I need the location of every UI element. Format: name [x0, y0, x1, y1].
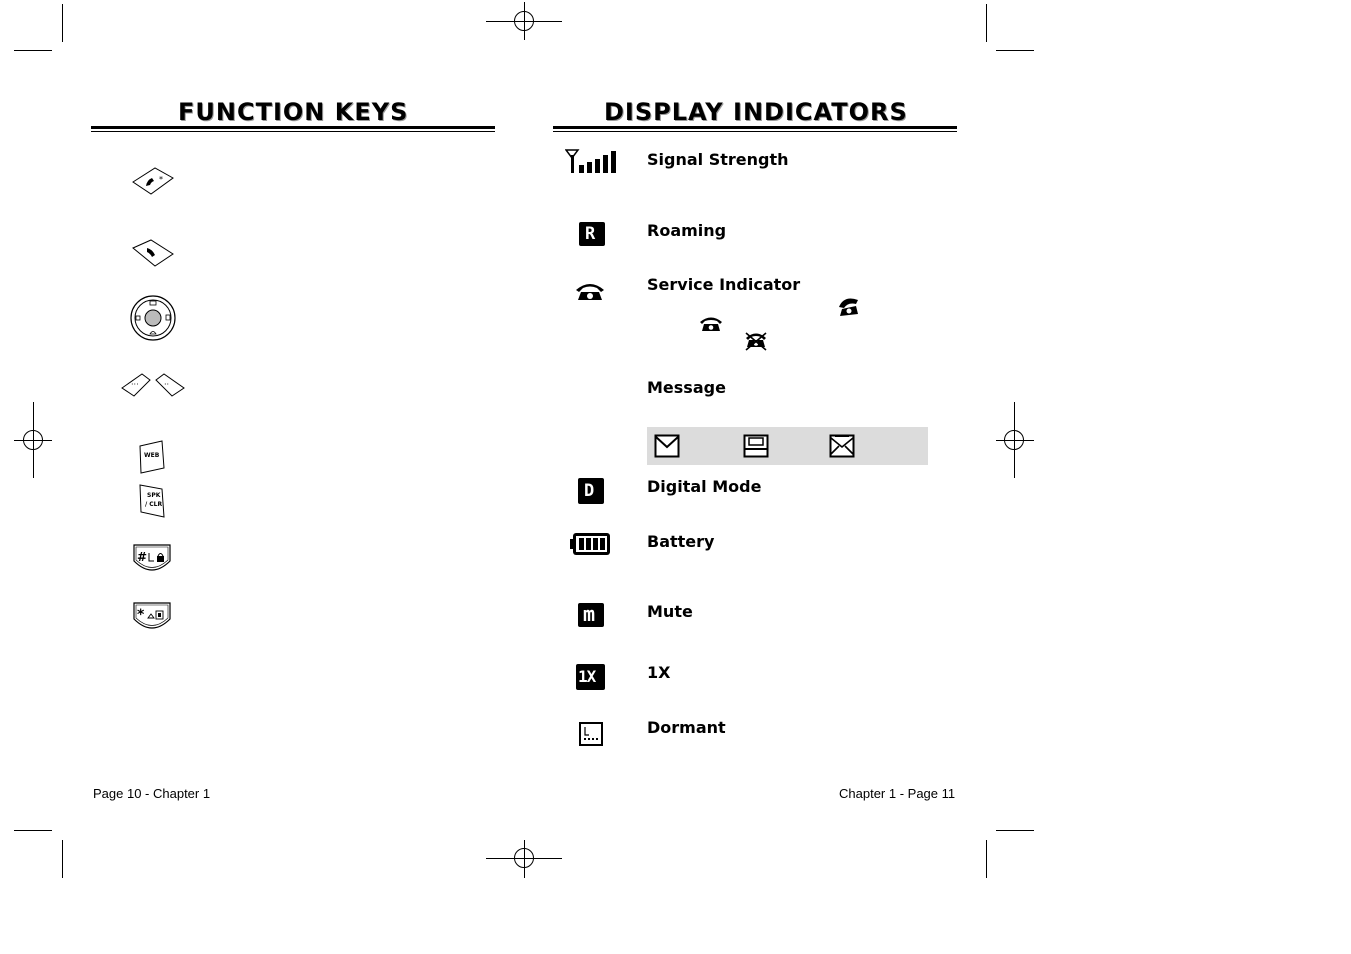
page-title: FUNCTION KEYS: [178, 98, 409, 126]
clr-key-label: / CLR: [145, 501, 163, 508]
title-rule-thin: [91, 131, 495, 132]
indicator-label-digital-mode: Digital Mode: [647, 477, 762, 496]
star-key-icon: [132, 601, 172, 635]
page-title: DISPLAY INDICATORS: [604, 98, 908, 126]
title-rule-thin: [553, 131, 957, 132]
web-key-label: WEB: [144, 452, 160, 459]
indicator-label-mute: Mute: [647, 602, 693, 621]
digital-mode-icon: [578, 478, 604, 504]
soft-keys-icon: [120, 372, 186, 398]
indicator-label-1x: 1X: [647, 663, 671, 682]
phone-incoming-icon: [836, 297, 860, 317]
voicemail-envelope-icon: [743, 434, 769, 458]
navigation-key-icon: [129, 294, 177, 342]
end-key-icon: [131, 238, 175, 268]
indicator-label-signal-strength: Signal Strength: [647, 150, 789, 169]
phone-active-icon: [699, 316, 723, 332]
envelope-icon: [654, 434, 680, 458]
no-service-icon: [743, 331, 769, 351]
title-rule: [91, 126, 495, 129]
title-rule: [553, 126, 957, 129]
mute-icon: [578, 603, 604, 627]
service-indicator-icon: [574, 282, 606, 302]
svg-text:*: *: [159, 175, 163, 184]
roaming-icon: [579, 222, 605, 246]
left-page-footer: Page 10 - Chapter 1: [93, 786, 211, 801]
right-page-footer: Chapter 1 - Page 11: [839, 786, 956, 801]
web-key-icon: [138, 440, 166, 474]
message-icons: [647, 427, 928, 465]
battery-icon: [570, 532, 612, 556]
dormant-icon: [578, 721, 604, 747]
pound-key-label: #: [137, 550, 148, 564]
indicator-label-dormant: Dormant: [647, 718, 726, 737]
digital-mode-glyph: D: [584, 481, 595, 501]
spk-key-label: SPK: [147, 492, 161, 499]
indicator-label-service: Service Indicator: [647, 275, 801, 294]
svg-text:··: ··: [164, 380, 170, 389]
signal-strength-icon: [565, 149, 617, 175]
pound-lock-key-icon: [132, 543, 172, 577]
indicator-label-message: Message: [647, 378, 726, 397]
mute-glyph: m: [583, 602, 596, 626]
indicator-label-battery: Battery: [647, 532, 715, 551]
roaming-glyph: R: [585, 224, 596, 244]
spk-clr-key-icon: [138, 484, 166, 518]
one-x-glyph: 1X: [578, 667, 596, 686]
message-full-icon: [829, 434, 855, 458]
indicator-label-roaming: Roaming: [647, 221, 727, 240]
star-key-label: *: [137, 607, 145, 623]
send-key-icon: [131, 166, 175, 196]
one-x-icon: [576, 664, 605, 690]
svg-text:···: ···: [131, 380, 139, 389]
